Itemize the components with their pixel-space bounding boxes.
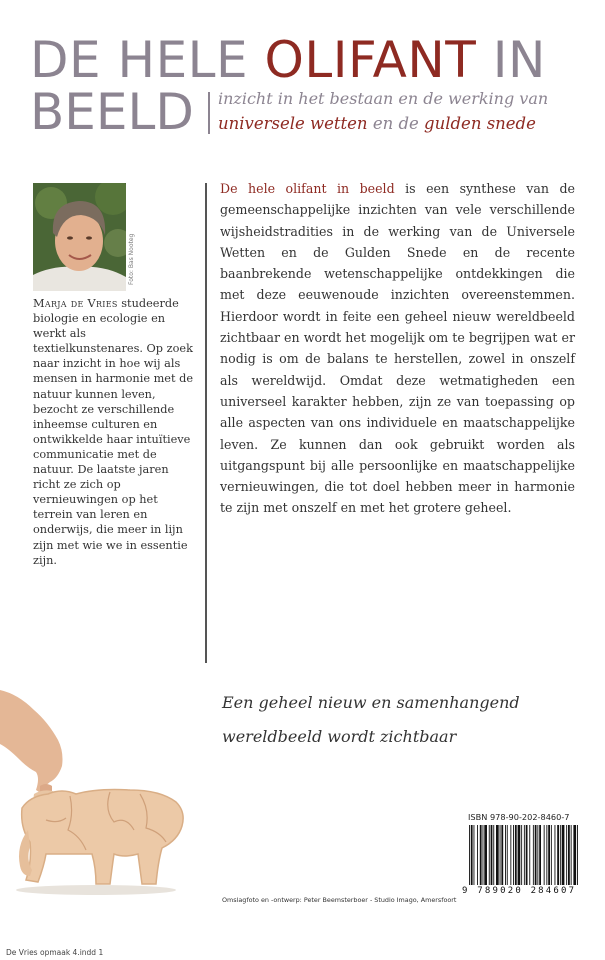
barcode-bar: [566, 825, 567, 885]
author-bio-body: studeerde biologie en ecologie en werkt als textielkunstenares. Op zoek naar inzicht in hoe wij als mensen in harmonie met de natuur kunnen leven, bezocht ze verschillende inheemse culturen en ontwikkelde haar intuïtieve communicatie met de natuur. De laatste jaren richt ze zich op vernieuwingen op het terrein van leren en onderwijs, die meer in lijn zijn met wie we in essentie zijn.: [33, 297, 194, 567]
author-bio-text: [33, 296, 195, 568]
barcode-bar: [500, 825, 501, 885]
title-line-1: [30, 30, 590, 90]
barcode-bar: [483, 825, 484, 885]
subtitle-middle: en de: [367, 114, 425, 133]
subtitle-accent-1: universele wetten: [218, 114, 368, 133]
barcode-bar: [501, 825, 503, 885]
isbn-label: ISBN 978-90-202-8460-7: [468, 812, 570, 822]
photo-credit: Foto: Bas Nooteg: [128, 233, 135, 285]
tagline-line-2: wereldbeeld wordt zichtbaar: [222, 727, 457, 746]
barcode-bar: [555, 825, 556, 885]
barcode-bar: [474, 825, 475, 885]
cover-credits: Omslagfoto en -ontwerp: Peter Beemsterboer - Studio Imago, Amersfoort: [222, 896, 457, 904]
barcode-bar: [480, 825, 482, 885]
blurb: [220, 178, 575, 519]
barcode-icon: [468, 825, 580, 885]
barcode-digits: 9 789020 284607: [462, 886, 577, 896]
elephant-puzzle-illustration: [0, 690, 200, 905]
barcode-bar: [535, 825, 537, 885]
barcode-bar: [489, 825, 490, 885]
subtitle-line-1: inzicht in het bestaan en de werking van: [218, 89, 549, 108]
barcode-bar: [521, 825, 522, 885]
barcode-bar: [571, 825, 572, 885]
blurb-body: is een synthese van de gemeenschappelijke inzichten van vele verschillende wijsheidstradities in de werking van de Universele Wetten en de Gulden Snede en de recente baanbrekende wetenschappelijke ontdekkingen die met deze eeuwenoude inzichten overeenstemmen. Hierdoor wordt in feite een geheel nieuw wereldbeeld zichtbaar en wordt het mogelijk om te begrijpen wat er nodig is om de balans te herstellen, zowel in onszelf als wereldwijd. Omdat deze wetmatigheden een universeel karakter hebben, zijn ze van toepassing op alle aspecten van ons individuele en maatschappelijke leven. Ze kunnen dan ook gebruikt worden als uitgangspunt bij alle persoonlijke en maatschappelijke vernieuwingen, die tot doel hebben meer in harmonie te zijn met onszelf en met het grotere geheel.: [220, 181, 575, 516]
barcode-bar: [493, 825, 494, 885]
barcode-bar: [544, 825, 545, 885]
barcode-bar: [491, 825, 493, 885]
subtitle-accent-2: gulden snede: [424, 114, 536, 133]
barcode-bar: [471, 825, 473, 885]
barcode-bar: [496, 825, 499, 885]
title-separator: [208, 92, 210, 134]
barcode-bar: [510, 825, 511, 885]
title-part-1: DE HELE: [30, 31, 265, 89]
subtitle-line-2: [218, 112, 578, 136]
barcode-bar: [562, 825, 565, 885]
barcode-bar: [529, 825, 530, 885]
barcode-bar: [513, 825, 514, 885]
barcode-bar: [548, 825, 550, 885]
shadow-icon: [16, 885, 176, 895]
title-line-2: BEELD: [30, 83, 194, 141]
barcode-bar: [560, 825, 561, 885]
print-footer: De Vries opmaak 4.indd 1: [6, 948, 104, 957]
author-photo: [33, 183, 126, 291]
barcode-bar: [484, 825, 487, 885]
barcode-bar: [546, 825, 547, 885]
barcode-bar: [537, 825, 538, 885]
barcode-bar: [507, 825, 508, 885]
blurb-book-title: De hele olifant in beeld: [220, 181, 395, 196]
title-accent-word: OLIFANT: [264, 31, 477, 89]
hand-icon: [0, 690, 63, 794]
barcode-bar: [477, 825, 478, 885]
barcode-bar: [526, 825, 528, 885]
barcode-bar: [577, 825, 578, 885]
barcode-bar: [518, 825, 521, 885]
barcode-bar: [557, 825, 559, 885]
author-portrait: [33, 183, 126, 291]
tagline: [222, 686, 582, 754]
tagline-line-1: Een geheel nieuw en samenhangend: [222, 693, 520, 712]
barcode-bar: [515, 825, 517, 885]
author-name: Marja de Vries: [33, 297, 118, 310]
barcode-bar: [533, 825, 534, 885]
elephant-icon: [22, 790, 183, 885]
barcode-bar: [568, 825, 570, 885]
barcode-bar: [551, 825, 552, 885]
barcode-bar: [524, 825, 525, 885]
barcode-bar: [573, 825, 576, 885]
barcode-bar: [469, 825, 470, 885]
author-bio: [33, 296, 195, 568]
barcode-bar: [505, 825, 506, 885]
title-part-3: IN: [476, 31, 546, 89]
barcode-bar: [539, 825, 541, 885]
vertical-divider: [205, 183, 207, 663]
